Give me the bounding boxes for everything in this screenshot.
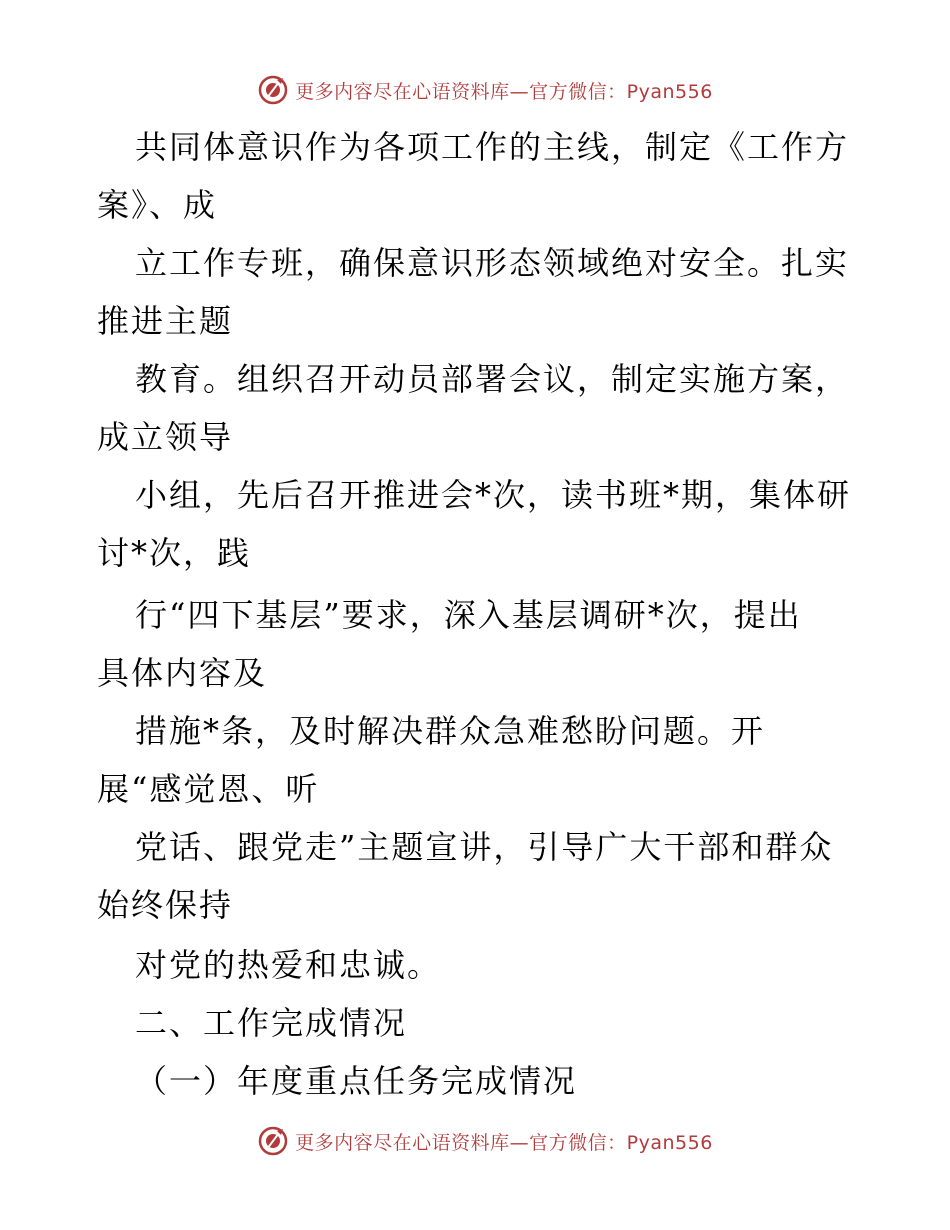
text-line: 始终保持 [97, 886, 234, 924]
text-line: 对党的热爱和忠诚。 [135, 946, 442, 984]
footer-watermark [0, 1124, 950, 1158]
watermark-text: 更多内容尽在心语资料库—官方微信：Pyan556 [295, 80, 713, 103]
text-line: 案》、成 [97, 186, 218, 224]
seal-logo-icon [257, 1125, 289, 1157]
text-line: 措施*条，及时解决群众急难愁盼问题。开 [135, 712, 766, 750]
text-line: 立工作专班，确保意识形态领域绝对安全。扎实 [135, 244, 850, 282]
text-line: 讨*次，践 [97, 534, 252, 572]
watermark-text: 更多内容尽在心语资料库—官方微信：Pyan556 [295, 1131, 713, 1154]
text-line: 行“四下基层”要求，深入基层调研*次，提出 [135, 596, 802, 634]
text-line: 成立领导 [97, 418, 234, 456]
header-watermark [0, 73, 950, 107]
subsection-heading: （一）年度重点任务完成情况 [135, 1062, 578, 1100]
seal-logo-icon [257, 74, 289, 106]
text-line: 小组，先后召开推进会*次，读书班*期，集体研 [135, 476, 852, 514]
text-line: 党话、跟党走”主题宣讲，引导广大干部和群众 [135, 828, 834, 866]
text-line: 教育。组织召开动员部署会议，制定实施方案， [135, 360, 850, 398]
text-line: 具体内容及 [97, 654, 268, 692]
text-line: 共同体意识作为各项工作的主线，制定《工作方 [135, 128, 850, 166]
text-line: 推进主题 [97, 302, 234, 340]
section-heading: 二、工作完成情况 [135, 1004, 408, 1042]
text-line: 展“感觉恩、听 [97, 770, 320, 808]
